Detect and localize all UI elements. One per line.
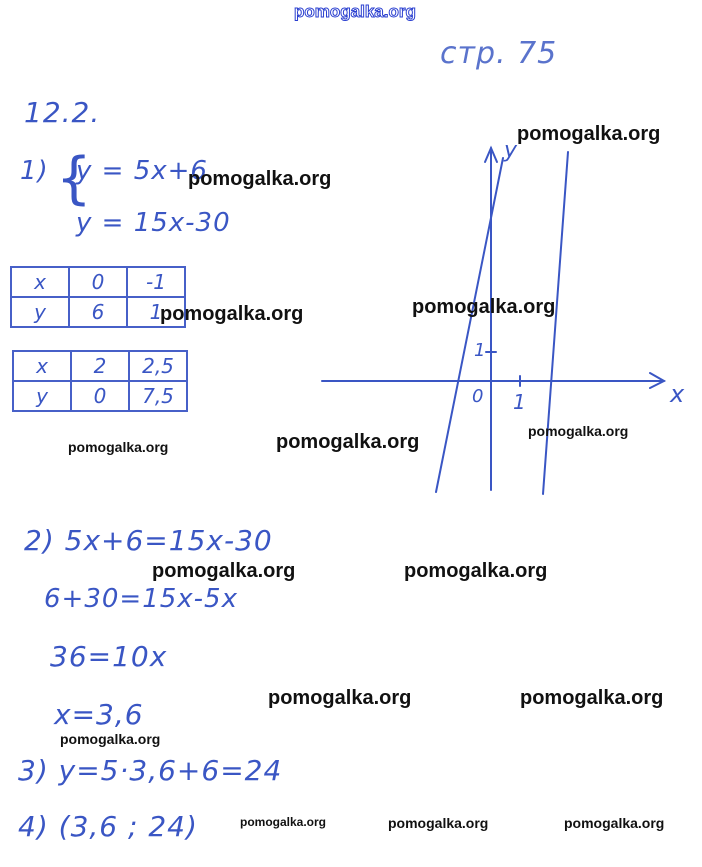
watermark: pomogalka.org [388,815,489,831]
watermark: pomogalka.org [160,303,304,325]
table-cell: y [13,381,71,411]
watermark: pomogalka.org [188,168,332,190]
table-cell: 7,5 [129,381,187,411]
part2-line-4: x=3,6 [54,698,144,731]
watermark: pomogalka.org [520,687,664,709]
table-cell: 2,5 [129,351,187,381]
system-brace: { [56,146,93,211]
origin-label: 0 [472,386,485,407]
table-cell: 1 [127,297,185,327]
table-cell: y [11,297,69,327]
watermark: pomogalka.org [276,431,420,453]
equation-1: y = 5x+6 [76,156,208,186]
watermark: pomogalka.org [517,123,661,145]
table-cell: x [11,267,69,297]
part4-line: 4) (3,6 ; 24) [18,810,198,843]
x-tick-label: 1 [513,390,527,414]
watermark: pomogalka.org [528,423,629,439]
page-reference: стр. 75 [440,36,558,71]
watermark: pomogalka.org [60,731,161,747]
graph-line-2 [543,152,568,494]
table-cell: 2 [71,351,129,381]
watermark: pomogalka.org [268,687,412,709]
part2-line-1: 2) 5x+6=15x-30 [24,524,273,557]
part2-line-2: 6+30=15x-5x [44,584,238,614]
table-cell: 0 [69,267,127,297]
watermark-top: pomogalka.org [294,2,416,21]
part3-line: 3) y=5·3,6+6=24 [18,754,283,787]
exercise-number: 12.2. [24,96,101,129]
part1-number: 1) [20,156,49,186]
part2-line-3: 36=10x [50,640,168,673]
graph-line-1 [436,158,503,492]
table-cell: x [13,351,71,381]
table-cell: 0 [71,381,129,411]
watermark: pomogalka.org [404,560,548,582]
watermark: pomogalka.org [240,815,327,829]
y-axis-label: y [504,138,519,163]
watermark: pomogalka.org [564,815,665,831]
y-tick-label: 1 [474,340,487,361]
watermark: pomogalka.org [68,439,169,455]
equation-2: y = 15x-30 [76,208,231,238]
x-axis-label: x [670,380,686,408]
watermark: pomogalka.org [412,296,556,318]
table-cell: 6 [69,297,127,327]
watermark: pomogalka.org [152,560,296,582]
table-cell: -1 [127,267,185,297]
